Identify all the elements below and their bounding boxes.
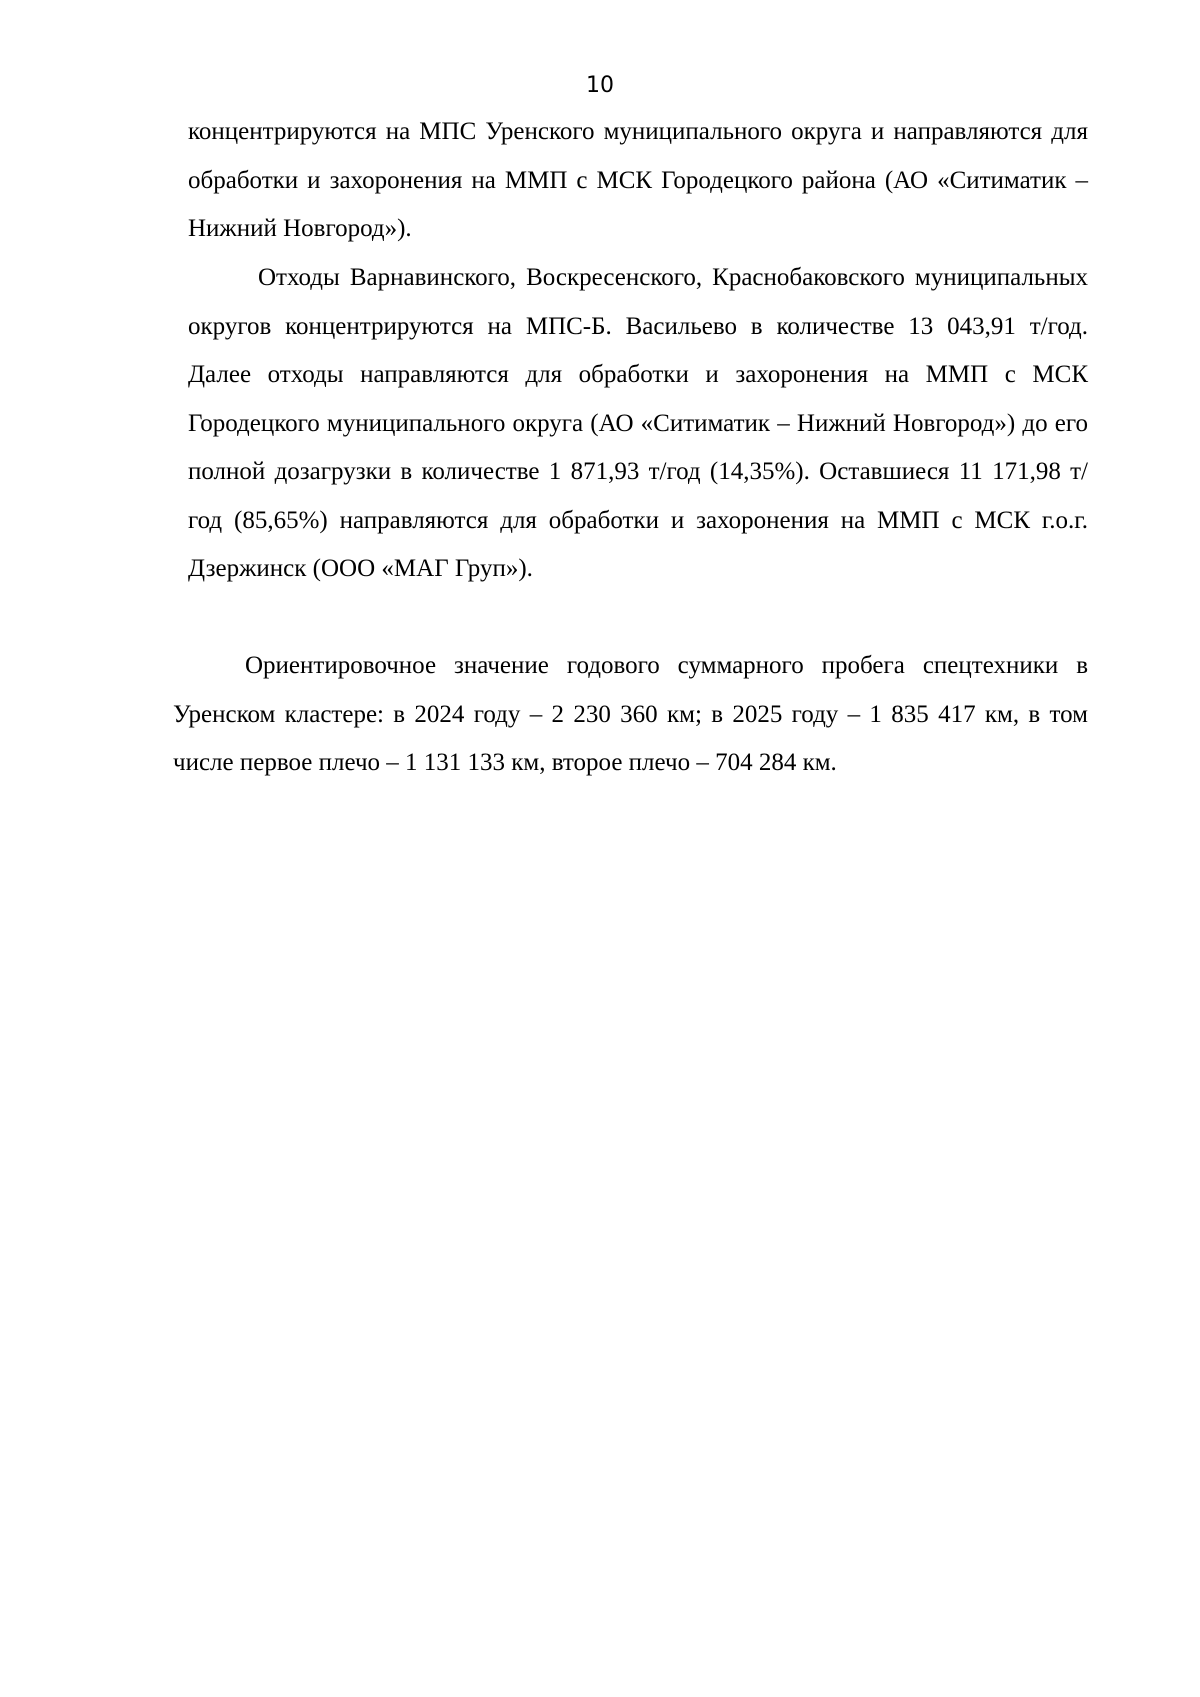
- page-number: 10: [586, 73, 614, 98]
- paragraph-vehicle-mileage: Ориентировочное значение годового суммарного пробега спецтехники в Уренском кластере: в 2024 году – 2 230 360 км; в 2025 году – 1 835 417 км, в том числе первое плечо – 1 131 133 км, второе плечо – 704 284 км.: [173, 652, 1088, 776]
- paragraph-waste-distribution: Отходы Варнавинского, Воскресенского, Краснобаковского муниципальных округов концентрируются на МПС-Б. Васильево в количестве 13 043,91 т/год. Далее отходы направляются для обработки и захоронения на ММП с МСК Городецкого муниципального округа (АО «Ситиматик – Нижний Новгород») до его полной дозагрузки в количестве 1 871,93 т/год (14,35%). Оставшиеся 11 171,98 т/год (85,65%) направляются для обработки и захоронения на ММП с МСК г.о.г. Дзержинск (ООО «МАГ Груп»).: [188, 264, 1088, 582]
- paragraph-continuation: концентрируются на МПС Уренского муниципального округа и направляются для обработки и захоронения на ММП с МСК Городецкого района (АО «Ситиматик – Нижний Новгород»).: [188, 118, 1088, 242]
